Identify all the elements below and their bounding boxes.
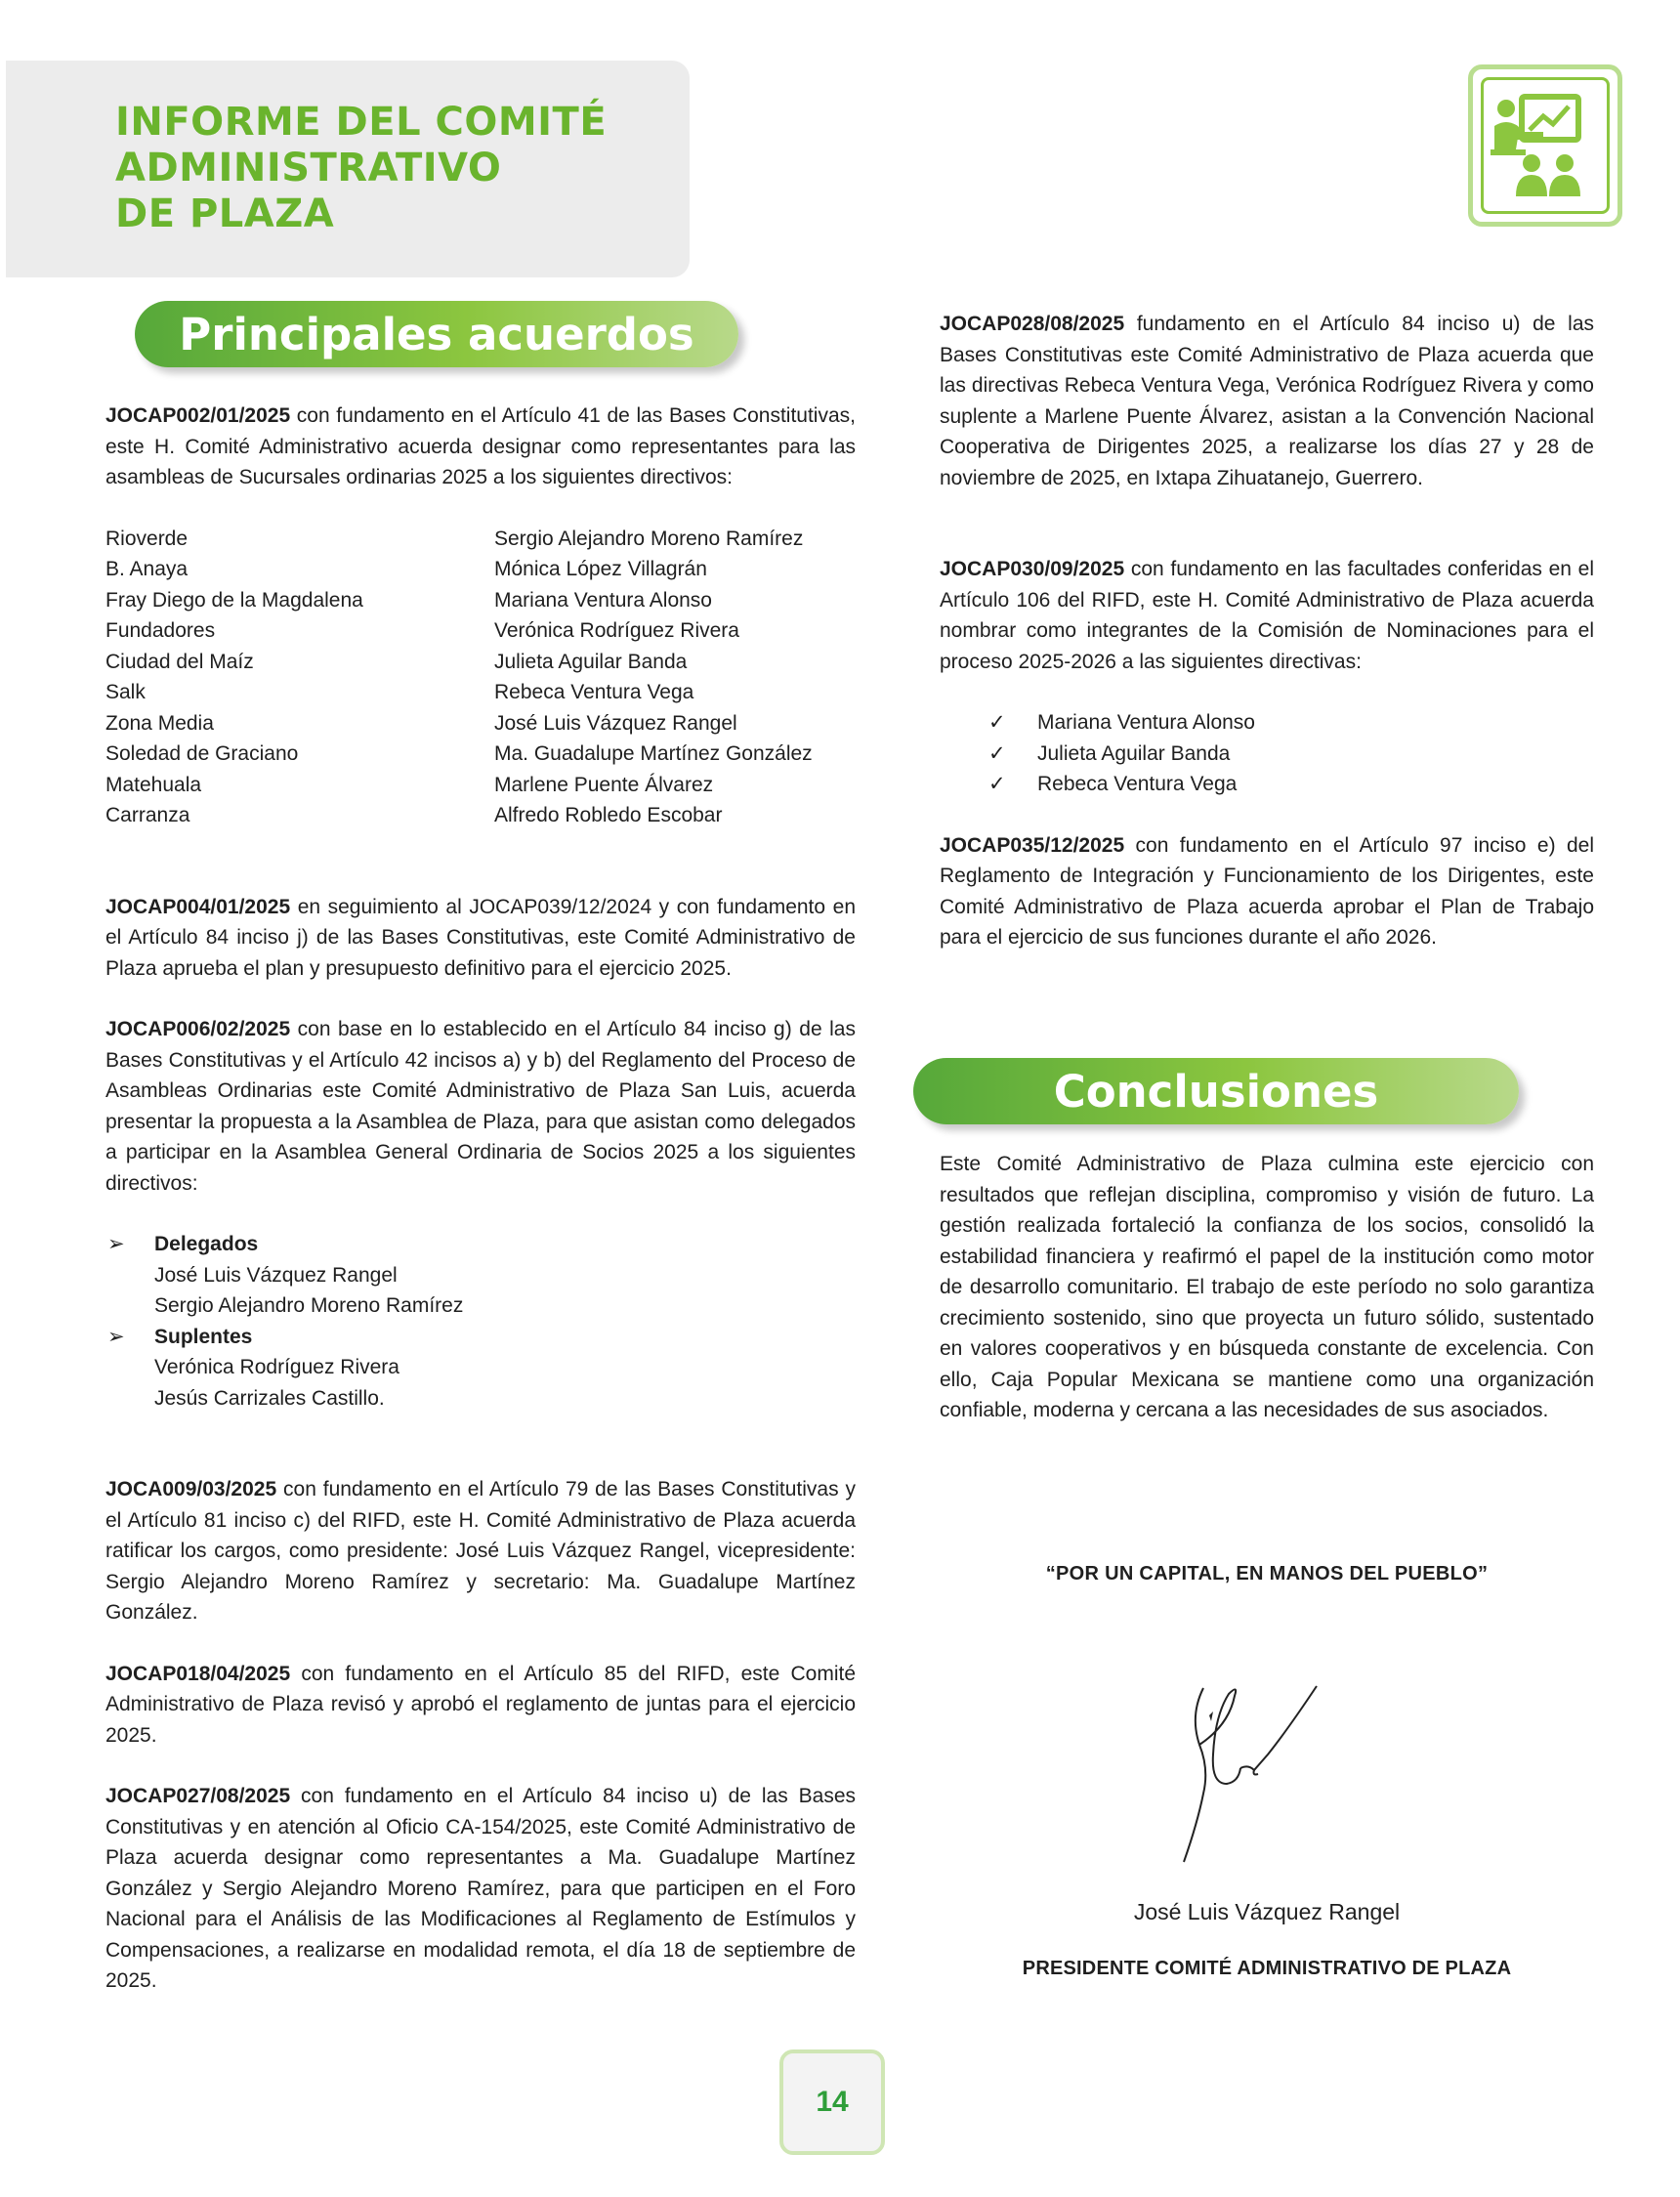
branch-item: Zona Media [105, 711, 214, 735]
agreement-code: JOCAP004/01/2025 [105, 895, 291, 918]
checkmark-icon: ✓ [988, 741, 1006, 765]
page-title [115, 100, 607, 237]
director-item: Sergio Alejandro Moreno Ramírez [494, 527, 804, 550]
arrow-bullet-icon: ➢ [107, 1233, 125, 1255]
alternate-item: Verónica Rodríguez Rivera [154, 1356, 399, 1378]
presentation-icon [1468, 64, 1622, 227]
agreement-code: JOCAP018/04/2025 [105, 1662, 291, 1685]
arrow-bullet-icon: ➢ [107, 1325, 125, 1348]
agreement-code: JOCAP006/02/2025 [105, 1018, 291, 1040]
agreement-jocap027 [105, 1781, 856, 1997]
branch-item: Matehuala [105, 773, 202, 796]
nominee-name: Mariana Ventura Alonso [1037, 711, 1255, 734]
agreement-code: JOCAP028/08/2025 [940, 313, 1125, 335]
agreement-text: con fundamento en el Artículo 41 de las Bases Constitutivas, este H. Comité Administrativo acuerda designar como representantes para las asambleas de Sucursales ordinarias 2025 a los siguientes directivos: [105, 404, 856, 488]
delegate-item: José Luis Vázquez Rangel [154, 1263, 398, 1287]
branch-item: Ciudad del Maíz [105, 650, 254, 673]
branch-item: Fundadores [105, 619, 216, 642]
title-line-3: DE PLAZA [115, 191, 335, 236]
branch-item: Salk [105, 681, 146, 703]
nominations-list [940, 707, 1594, 800]
nominee-item [940, 739, 1594, 770]
director-item: Verónica Rodríguez Rivera [494, 619, 739, 642]
signer-title: PRESIDENTE COMITÉ ADMINISTRATIVO DE PLAZA [1022, 1958, 1512, 1979]
nominee-name: Rebeca Ventura Vega [1037, 773, 1238, 795]
director-item: Alfredo Robledo Escobar [494, 804, 723, 826]
delegates-group [105, 1229, 856, 1322]
conclusions-text: Este Comité Administrativo de Plaza culmina este ejercicio con resultados que reflejan disciplina, compromiso y visión de futuro. La gestión realizada fortaleció la confianza de los socios, consolidó la estabilidad financiera y reafirmó el papel de la institución como motor de desarrollo comunitario. El trabajo de este período no solo garantiza crecimiento sostenido, sino que proyecta un futuro sólido, sustentado en valores cooperativos y en búsqueda constante de excelencia. Con ello, Caja Popular Mexicana se mantiene como una organización confiable, moderna y cercana a las necesidades de sus asociados. [940, 1153, 1594, 1421]
left-column [105, 401, 856, 1997]
director-item: Marlene Puente Álvarez [494, 773, 714, 796]
agreement-jocap035 [940, 830, 1594, 953]
signer-name: José Luis Vázquez Rangel [1133, 1899, 1401, 1924]
section-banner-conclusiones: Conclusiones [913, 1058, 1519, 1124]
agreement-joca009 [105, 1474, 856, 1628]
title-line-1: INFORME DEL COMITÉ [115, 100, 608, 145]
page-number: 14 [816, 2086, 849, 2118]
director-item: Julieta Aguilar Banda [494, 650, 688, 673]
agreement-text: con fundamento en el Artículo 84 inciso u) de las Bases Constitutivas y en atención al Oficio CA-154/2025, este Comité Administrativo de Plaza acuerda designar como representantes a Ma. Guadalupe Martínez González y Sergio Alejandro Moreno Ramírez, para que participen en el Foro Nacional para el Análisis de las Modificaciones al Reglamento de Estímulos y Compensaciones, a realizarse en modalidad remota, el día 18 de septiembre de 2025. [105, 1785, 856, 1992]
checkmark-icon: ✓ [988, 711, 1006, 734]
alternate-item: Jesús Carrizales Castillo. [154, 1386, 385, 1410]
agreement-jocap028 [940, 309, 1594, 493]
agreement-code: JOCAP030/09/2025 [940, 558, 1125, 580]
agreement-code: JOCAP002/01/2025 [105, 404, 291, 427]
agreement-text: con fundamento en las facultades conferidas en el Artículo 106 del RIFD, este H. Comité Administrativo de Plaza acuerda nombrar como integrantes de la Comisión de Nominaciones para el proceso 2025-2026 a las siguientes directivas: [940, 558, 1594, 673]
director-list [494, 524, 856, 831]
representatives-table [105, 524, 856, 831]
branch-item: Soledad de Graciano [105, 742, 299, 765]
director-item: Rebeca Ventura Vega [494, 681, 694, 703]
agreement-code: JOCA009/03/2025 [105, 1478, 277, 1500]
branch-item: Fray Diego de la Magdalena [105, 588, 363, 612]
agreement-text: con fundamento en el Artículo 79 de las Bases Constitutivas y el Artículo 81 inciso c) del RIFD, este H. Comité Administrativo de Plaza acuerda ratificar los cargos, como presidente: José Luis Vázquez Rangel, vicepresidente: Sergio Alejandro Moreno Ramírez y secretario: Ma. Guadalupe Martínez González. [105, 1478, 856, 1624]
agreement-text: con fundamento en el Artículo 85 del RIFD, este Comité Administrativo de Plaza revisó y aprobó el reglamento de juntas para el ejercicio 2025. [105, 1662, 856, 1747]
nominee-name: Julieta Aguilar Banda [1037, 741, 1231, 765]
branch-item: Rioverde [105, 527, 189, 550]
signature [1170, 1676, 1375, 1872]
director-item: Mariana Ventura Alonso [494, 588, 712, 612]
agreement-jocap018 [105, 1659, 856, 1752]
director-item: Ma. Guadalupe Martínez González [494, 742, 813, 765]
delegates-list [105, 1229, 856, 1414]
agreement-text: fundamento en el Artículo 84 inciso u) de las Bases Constitutivas este Comité Administrativo de Plaza acuerda que las directivas Rebeca Ventura Vega, Verónica Rodríguez Rivera y como suplente a Marlene Puente Álvarez, asistan a la Convención Nacional Cooperativa de Dirigentes 2025, a realizarse los días 27 y 28 de noviembre de 2025, en Ixtapa Zihuatanejo, Guerrero. [940, 313, 1594, 489]
page-number-box [779, 2049, 885, 2155]
delegate-item: Sergio Alejandro Moreno Ramírez [154, 1294, 464, 1317]
agreement-text: con fundamento en el Artículo 97 inciso e) del Reglamento de Integración y Funcionamiento de los Dirigentes, este Comité Administrativo de Plaza acuerda aprobar el Plan de Trabajo para el ejercicio de sus funciones durante el año 2026. [940, 833, 1594, 949]
motto: “POR UN CAPITAL, EN MANOS DEL PUEBLO” [1045, 1563, 1489, 1584]
director-item: José Luis Vázquez Rangel [494, 711, 737, 735]
alternates-label: Suplentes [154, 1325, 253, 1348]
nominee-item [940, 707, 1594, 739]
checkmark-icon: ✓ [988, 773, 1006, 795]
title-line-2: ADMINISTRATIVO [115, 146, 502, 190]
nominee-item [940, 769, 1594, 800]
delegates-label: Delegados [154, 1233, 259, 1255]
agreement-code: JOCAP027/08/2025 [105, 1785, 291, 1807]
agreement-jocap002 [105, 401, 856, 493]
agreement-text: con base en lo establecido en el Artículo 84 inciso g) de las Bases Constitutivas y el Artículo 42 incisos a) y b) del Reglamento del Proceso de Asambleas Ordinarias este Comité Administrativo de Plaza San Luis, acuerda presentar la propuesta a la Asamblea de Plaza, para que asistan como delegados a participar en la Asamblea General Ordinaria de Socios 2025 a los siguientes directivos: [105, 1018, 856, 1195]
branch-item: Carranza [105, 804, 190, 826]
director-item: Mónica López Villagrán [494, 558, 707, 580]
branch-item: B. Anaya [105, 558, 189, 580]
branch-list [105, 524, 494, 831]
section-banner-principales-acuerdos: Principales acuerdos [135, 301, 738, 367]
agreement-jocap006 [105, 1014, 856, 1199]
agreement-jocap004 [105, 892, 856, 985]
alternates-group [105, 1322, 856, 1415]
agreement-code: JOCAP035/12/2025 [940, 833, 1125, 857]
agreement-jocap030 [940, 554, 1594, 677]
agreement-text: en seguimiento al JOCAP039/12/2024 y con fundamento en el Artículo 84 inciso j) de las Bases Constitutivas, este Comité Administrativo de Plaza aprueba el plan y presupuesto definitivo para el ejercicio 2025. [105, 895, 856, 980]
